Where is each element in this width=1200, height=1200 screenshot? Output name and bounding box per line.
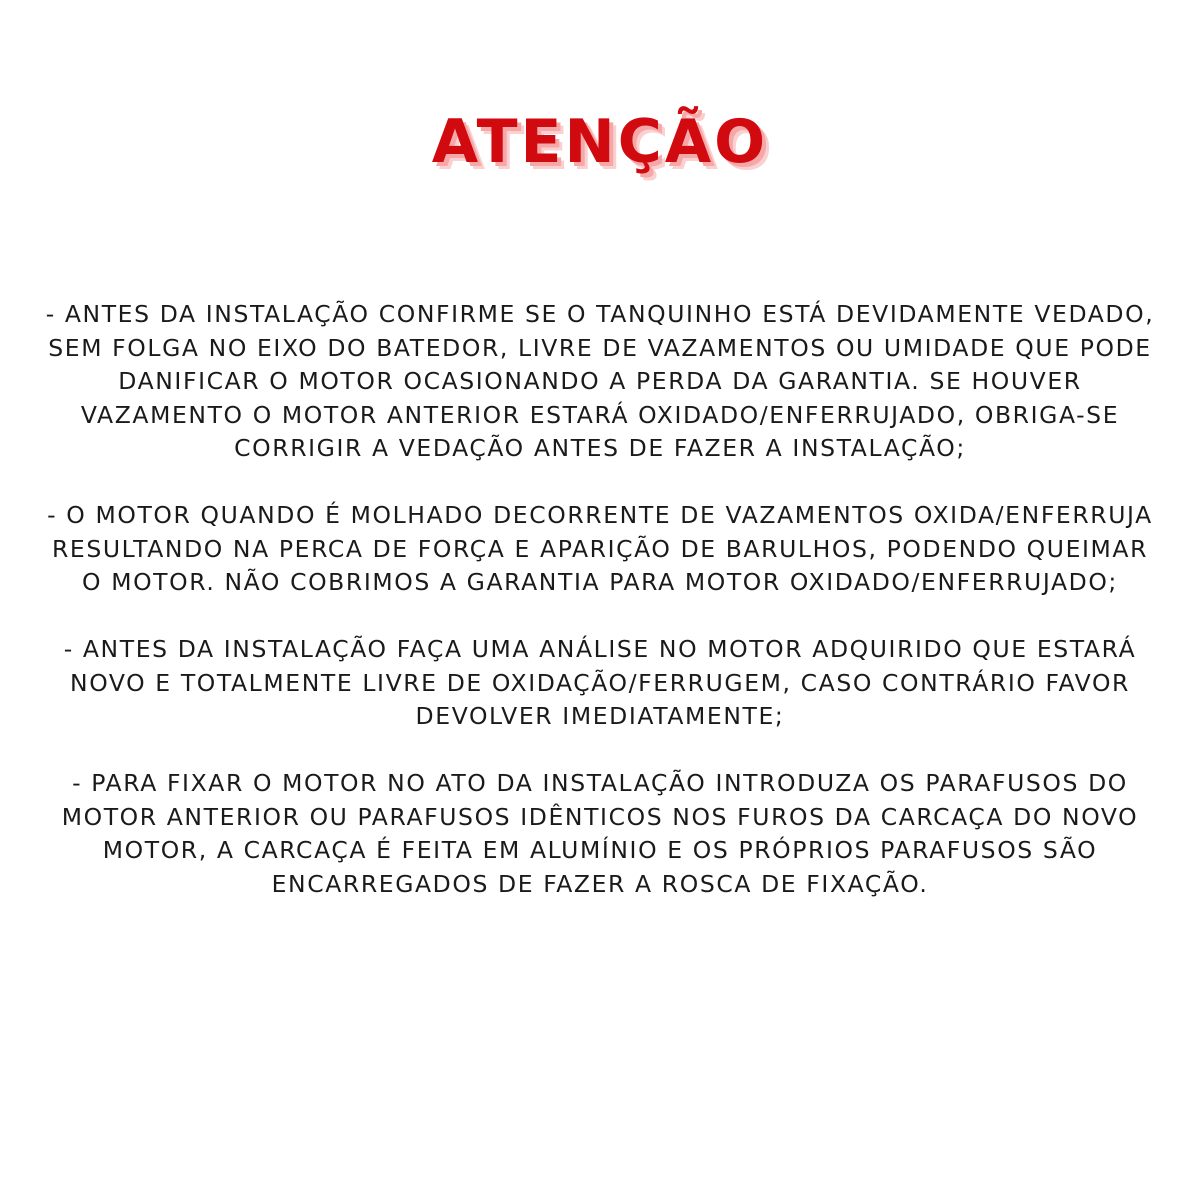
notice-paragraph-oxidation: - O MOTOR QUANDO É MOLHADO DECORRENTE DE VAZAMENTOS OXIDA/ENFERRUJA RESULTANDO NA PERCA DE FORÇA E APARIÇÃO DE BARULHOS, PODENDO QUEIMAR O MOTOR. NÃO COBRIMOS A GARANTIA PARA MOTOR OXIDADO/ENFERRUJADO;: [47, 501, 1153, 596]
notice-body: [40, 298, 1160, 901]
notice-paragraph-screws: - PARA FIXAR O MOTOR NO ATO DA INSTALAÇÃO INTRODUZA OS PARAFUSOS DO MOTOR ANTERIOR OU PARAFUSOS IDÊNTICOS NOS FUROS DA CARCAÇA DO NOVO MOTOR, A CARCAÇA É FEITA EM ALUMÍNIO E OS PRÓPRIOS PARAFUSOS SÃO ENCARREGADOS DE FAZER A ROSCA DE FIXAÇÃO.: [61, 769, 1139, 898]
attention-title: ATENÇÃO: [431, 107, 769, 177]
notice-paragraph-inspection: - ANTES DA INSTALAÇÃO FAÇA UMA ANÁLISE NO MOTOR ADQUIRIDO QUE ESTARÁ NOVO E TOTALMENTE LIVRE DE OXIDAÇÃO/FERRUGEM, CASO CONTRÁRIO FAVOR DEVOLVER IMEDIATAMENTE;: [63, 635, 1137, 730]
notice-paragraph-sealing: - ANTES DA INSTALAÇÃO CONFIRME SE O TANQUINHO ESTÁ DEVIDAMENTE VEDADO, SEM FOLGA NO EIXO DO BATEDOR, LIVRE DE VAZAMENTOS OU UMIDADE QUE PODE DANIFICAR O MOTOR OCASIONANDO A PERDA DA GARANTIA. SE HOUVER VAZAMENTO O MOTOR ANTERIOR ESTARÁ OXIDADO/ENFERRUJADO, OBRIGA-SE CORRIGIR A VEDAÇÃO ANTES DE FAZER A INSTALAÇÃO;: [45, 300, 1155, 462]
